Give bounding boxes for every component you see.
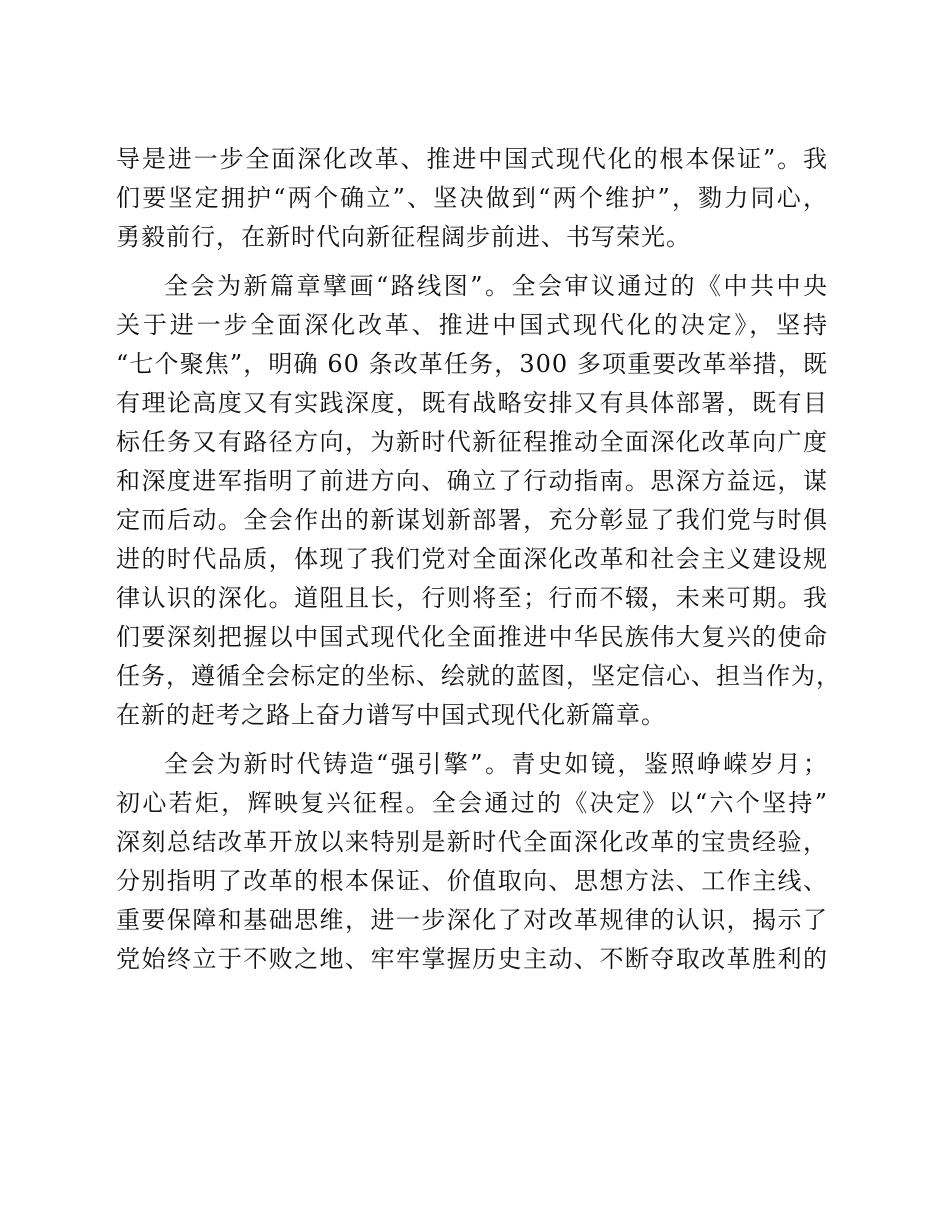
text-line: 关于进一步全面深化改革、推进中国式现代化的决定》，坚持 xyxy=(116,311,828,339)
text-line: 任务，遵循全会标定的坐标、绘就的蓝图，坚定信心、担当作为， xyxy=(116,662,841,690)
text-line: 重要保障和基础思维，进一步深化了对改革规律的认识，揭示了 xyxy=(116,906,828,934)
text-line: 深刻总结改革开放以来特别是新时代全面深化改革的宝贵经验， xyxy=(116,828,828,856)
text-line: “七个聚焦”，明确 60 条改革任务，300 多项重要改革举措，既 xyxy=(116,350,828,378)
text-line: 在新的赶考之路上奋力谱写中国式现代化新篇章。 xyxy=(116,701,666,729)
text-line: 党始终立于不败之地、牢牢掌握历史主动、不断夺取改革胜利的 xyxy=(116,945,828,973)
text-line: 初心若炬，辉映复兴征程。全会通过的《决定》以“六个坚持” xyxy=(116,789,828,817)
document-body xyxy=(116,140,841,979)
paragraph-2 xyxy=(116,267,841,735)
paragraph-1 xyxy=(116,140,828,257)
paragraph-spacer xyxy=(116,735,828,745)
text-line: 们要坚定拥护“两个确立”、坚决做到“两个维护”，勠力同心， xyxy=(116,184,828,212)
text-line: 定而后动。全会作出的新谋划新部署，充分彰显了我们党与时俱 xyxy=(116,506,828,534)
text-line: 律认识的深化。道阻且长，行则将至；行而不辍，未来可期。我 xyxy=(116,584,828,612)
paragraph-3 xyxy=(116,745,828,979)
text-line: 有理论高度又有实践深度，既有战略安排又有具体部署，既有目 xyxy=(116,389,828,417)
text-line: 导是进一步全面深化改革、推进中国式现代化的根本保证”。我 xyxy=(116,145,828,173)
paragraph-spacer xyxy=(116,257,828,267)
text-line: 勇毅前行，在新时代向新征程阔步前进、书写荣光。 xyxy=(116,223,691,251)
text-line: 们要深刻把握以中国式现代化全面推进中华民族伟大复兴的使命 xyxy=(116,623,828,651)
text-line: 标任务又有路径方向，为新时代新征程推动全面深化改革向广度 xyxy=(116,428,828,456)
text-line: 进的时代品质，体现了我们党对全面深化改革和社会主义建设规 xyxy=(116,545,828,573)
text-line: 分别指明了改革的根本保证、价值取向、思想方法、工作主线、 xyxy=(116,867,828,895)
text-line: 全会为新篇章擘画“路线图”。全会审议通过的《中共中央 xyxy=(164,272,828,300)
text-line: 和深度进军指明了前进方向、确立了行动指南。思深方益远，谋 xyxy=(116,467,828,495)
text-line: 全会为新时代铸造“强引擎”。青史如镜，鉴照峥嵘岁月； xyxy=(164,750,828,778)
